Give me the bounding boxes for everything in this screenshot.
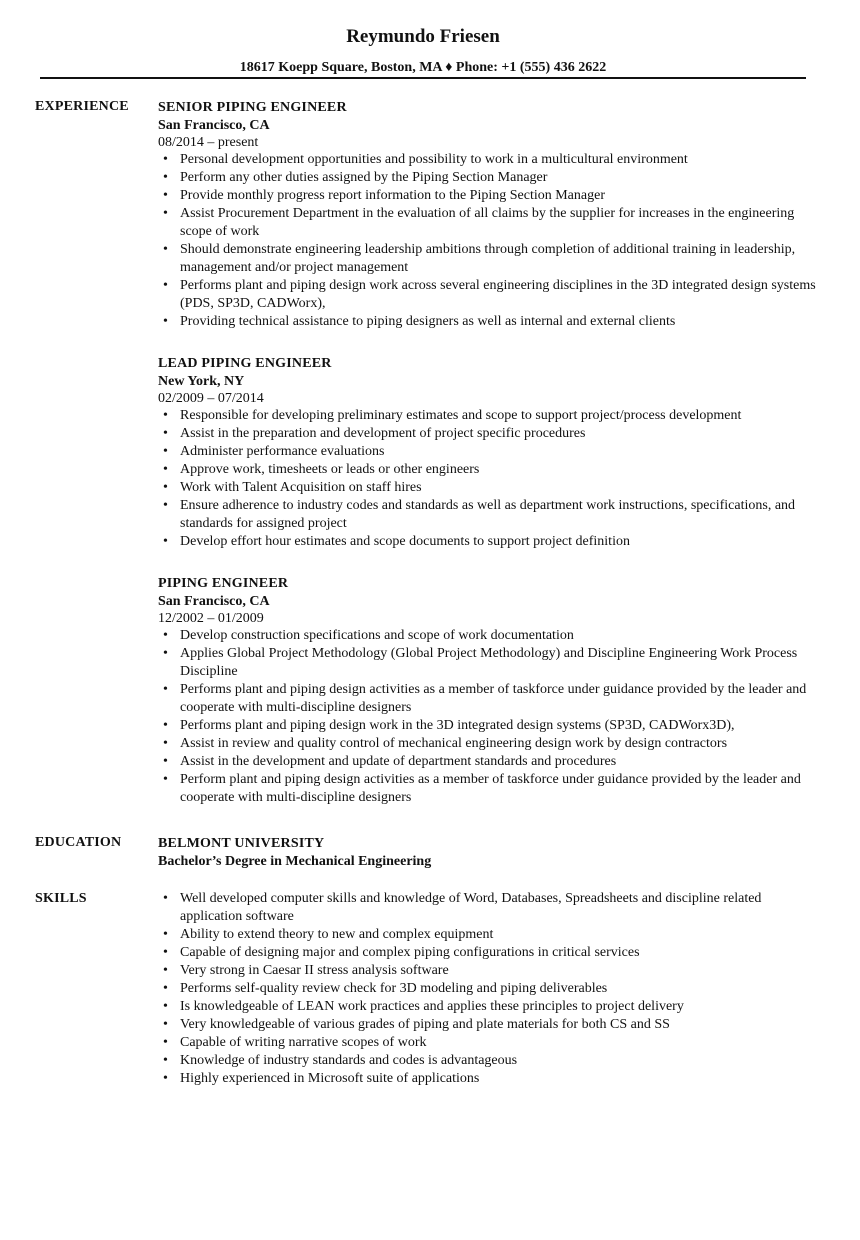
list-item: • Develop construction specifications and scope of work documentation <box>158 627 818 645</box>
list-item: • Providing technical assistance to piping designers as well as internal and external clients <box>158 313 818 331</box>
job-piping-engineer <box>158 575 818 807</box>
list-item: • Well developed computer skills and knowledge of Word, Databases, Spreadsheets and discipline related application software <box>158 890 818 926</box>
job-bullets <box>158 407 818 551</box>
job-dates: 08/2014 – present <box>158 135 259 150</box>
section-label-education: EDUCATION <box>35 835 122 850</box>
list-item: • Assist in the preparation and development of project specific procedures <box>158 425 818 443</box>
header-divider <box>40 77 806 79</box>
job-title: PIPING ENGINEER <box>158 576 289 591</box>
list-item: • Performs plant and piping design work across several engineering disciplines in the 3D integrated design systems (PDS, SP3D, CADWorx), <box>158 277 818 313</box>
section-label-experience: EXPERIENCE <box>35 99 129 114</box>
list-item: • Perform plant and piping design activities as a member of taskforce under guidance provided by the leader and cooperate with multi-discipline designers <box>158 771 818 807</box>
skills-list <box>158 890 818 1088</box>
job-location: New York, NY <box>158 374 245 389</box>
list-item: • Responsible for developing preliminary estimates and scope to support project/process development <box>158 407 818 425</box>
list-item: • Administer performance evaluations <box>158 443 818 461</box>
job-senior-piping-engineer <box>158 99 818 331</box>
list-item: • Assist in the development and update of department standards and procedures <box>158 753 818 771</box>
list-item: • Applies Global Project Methodology (Global Project Methodology) and Discipline Engineering Work Process Discipline <box>158 645 818 681</box>
list-item: • Very knowledgeable of various grades of piping and plate materials for both CS and SS <box>158 1016 818 1034</box>
list-item: • Provide monthly progress report information to the Piping Section Manager <box>158 187 818 205</box>
list-item: • Performs plant and piping design activities as a member of taskforce under guidance provided by the leader and cooperate with multi-discipline designers <box>158 681 818 717</box>
list-item: • Capable of designing major and complex piping configurations in critical services <box>158 944 818 962</box>
education-entry <box>158 835 818 871</box>
list-item: • Capable of writing narrative scopes of work <box>158 1034 818 1052</box>
job-bullets <box>158 627 818 807</box>
list-item: • Perform any other duties assigned by the Piping Section Manager <box>158 169 818 187</box>
list-item: • Performs self-quality review check for 3D modeling and piping deliverables <box>158 980 818 998</box>
section-label-skills: SKILLS <box>35 891 87 906</box>
job-title: SENIOR PIPING ENGINEER <box>158 100 347 115</box>
list-item: • Ensure adherence to industry codes and standards as well as department work instructions, specifications, and standards for assigned project <box>158 497 818 533</box>
job-lead-piping-engineer <box>158 355 818 551</box>
list-item: • Should demonstrate engineering leadership ambitions through completion of additional training in leadership, management and/or project management <box>158 241 818 277</box>
list-item: • Approve work, timesheets or leads or other engineers <box>158 461 818 479</box>
job-location: San Francisco, CA <box>158 118 270 133</box>
skills-bullets <box>158 890 818 1088</box>
job-dates: 12/2002 – 01/2009 <box>158 611 264 626</box>
list-item: • Knowledge of industry standards and codes is advantageous <box>158 1052 818 1070</box>
list-item: • Very strong in Caesar II stress analysis software <box>158 962 818 980</box>
list-item: • Assist Procurement Department in the evaluation of all claims by the supplier for increases in the engineering scope of work <box>158 205 818 241</box>
list-item: • Develop effort hour estimates and scope documents to support project definition <box>158 533 818 551</box>
contact-line: 18617 Koepp Square, Boston, MA ♦ Phone: +1 (555) 436 2622 <box>239 60 607 75</box>
job-location: San Francisco, CA <box>158 594 270 609</box>
job-title: LEAD PIPING ENGINEER <box>158 356 332 371</box>
job-bullets <box>158 151 818 331</box>
resume-name: Reymundo Friesen <box>346 26 500 47</box>
list-item: • Ability to extend theory to new and complex equipment <box>158 926 818 944</box>
degree: Bachelor’s Degree in Mechanical Engineering <box>158 854 432 869</box>
list-item: • Is knowledgeable of LEAN work practices and applies these principles to project delivery <box>158 998 818 1016</box>
job-dates: 02/2009 – 07/2014 <box>158 391 264 406</box>
school-name: BELMONT UNIVERSITY <box>158 836 325 851</box>
list-item: • Highly experienced in Microsoft suite of applications <box>158 1070 818 1088</box>
list-item: • Work with Talent Acquisition on staff hires <box>158 479 818 497</box>
list-item: • Personal development opportunities and possibility to work in a multicultural environment <box>158 151 818 169</box>
list-item: • Assist in review and quality control of mechanical engineering design work by design contractors <box>158 735 818 753</box>
list-item: • Performs plant and piping design work in the 3D integrated design systems (SP3D, CADWorx3D), <box>158 717 818 735</box>
